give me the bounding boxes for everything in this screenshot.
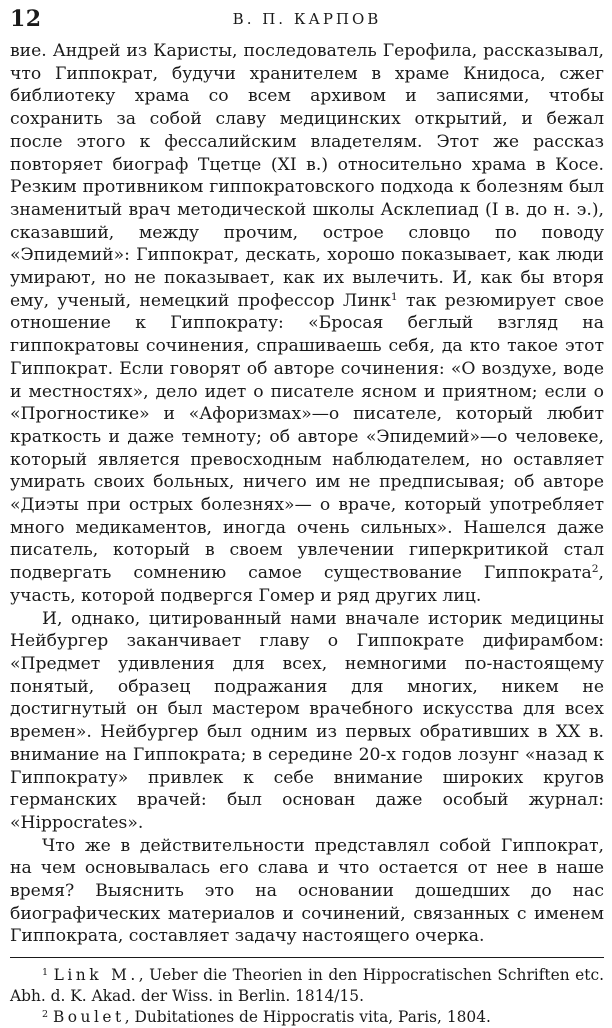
paragraph-1 [10, 40, 604, 608]
footnote-mark-1: 1 [42, 966, 49, 978]
footnote-2-text: , Dubitationes de Hippocratis vita, Paris, 1804. [124, 1008, 491, 1027]
footnote-mark-2: 2 [42, 1008, 49, 1020]
footnote-divider [10, 957, 604, 958]
footnote-1-author: Link M. [53, 966, 139, 985]
footnote-1 [10, 965, 604, 1007]
paragraph-1-part-a: вие. Андрей из Каристы, последователь Герофила, рассказывал, что Гиппократ, будучи хранителем в храме Книдоса, сжег библиотеку храма со всем архивом и записями, чтобы сохранить за собой славу медицинских открытий, и бежал после этого к фессалийским владетелям. Этот же рассказ повторяет биограф Тцетце (XI в.) относительно храма в Косе. Резким противником гиппократовского подхода к болезням был знаменитый врач методической школы Асклепиад (I в. до н. э.), сказавший, между прочим, острое словцо по поводу «Эпидемий»: Гиппократ, дескать, хорошо показывает, как люди умирают, но не показывает, как их вылечить. И, как бы вторя ему, ученый, немецкий профессор Линк [10, 41, 604, 311]
main-text [10, 40, 604, 948]
footnote-2-author: Boulet [52, 1008, 125, 1027]
page-header [10, 6, 604, 40]
page-number: 12 [10, 6, 42, 32]
footnote-ref-2: 2 [591, 562, 599, 576]
paragraph-1-part-b: так резюмирует свое отношение к Гиппократу: «Бросая беглый взгляд на гиппократовы сочинения, спрашиваешь себя, да кто такое этот Гиппократ. Если говорят об авторе сочинения: «О воздухе, воде и местностях», дело идет о писателе ясном и приятном; если о «Прогностике» и «Афоризмах»—о писателе, который любит краткость и даже темноту; об авторе «Эпидемий»—о человеке, который является превосходным наблюдателем, но оставляет умирать своих больных, ничего им не предписывая; об авторе «Диэты при острых болезнях»— о враче, который употребляет много медикаментов, иногда очень сильных». Нашелся даже писатель, который в своем увлечении гиперкритикой стал подвергать сомнению самое существование Гиппократа [10, 290, 604, 584]
running-head: В. П. КАРПОВ [232, 10, 382, 28]
paragraph-2: И, однако, цитированный нами вначале историк медицины Нейбургер заканчивает главу о Гиппократе дифирамбом: «Предмет удивления для всех, немногими по-настоящему понятый, образец подражания для многих, никем не достигнутый он был мастером врачебного искусства для всех времен». Нейбургер был одним из первых обративших в XX в. внимание на Гиппократа; в середине 20-х годов лозунг «назад к Гиппократу» привлек к себе внимание широких кругов германских врачей: был основан даже особый журнал: «Hippocrates». [10, 608, 604, 833]
paragraph-3: Что же в действительности представлял собой Гиппократ, на чем основывалась его слава и что остается от нее в наше время? Выяснить это на основании дошедших до нас биографических материалов и сочинений, связанных с именем Гиппократа, составляет задачу настоящего очерка. [10, 835, 604, 947]
footnote-1-text: , Ueber die Theorien in den Hippocratischen Schriften etc. Abh. d. K. Akad. der Wiss. in Berlin. 1814/15. [10, 966, 604, 1006]
paragraph-1-part-c: , участь, которой подвергся Гомер и ряд других лиц. [10, 563, 604, 606]
footnote-ref-1: 1 [390, 289, 398, 303]
footnote-2 [10, 1007, 604, 1028]
footnotes [10, 965, 604, 1028]
